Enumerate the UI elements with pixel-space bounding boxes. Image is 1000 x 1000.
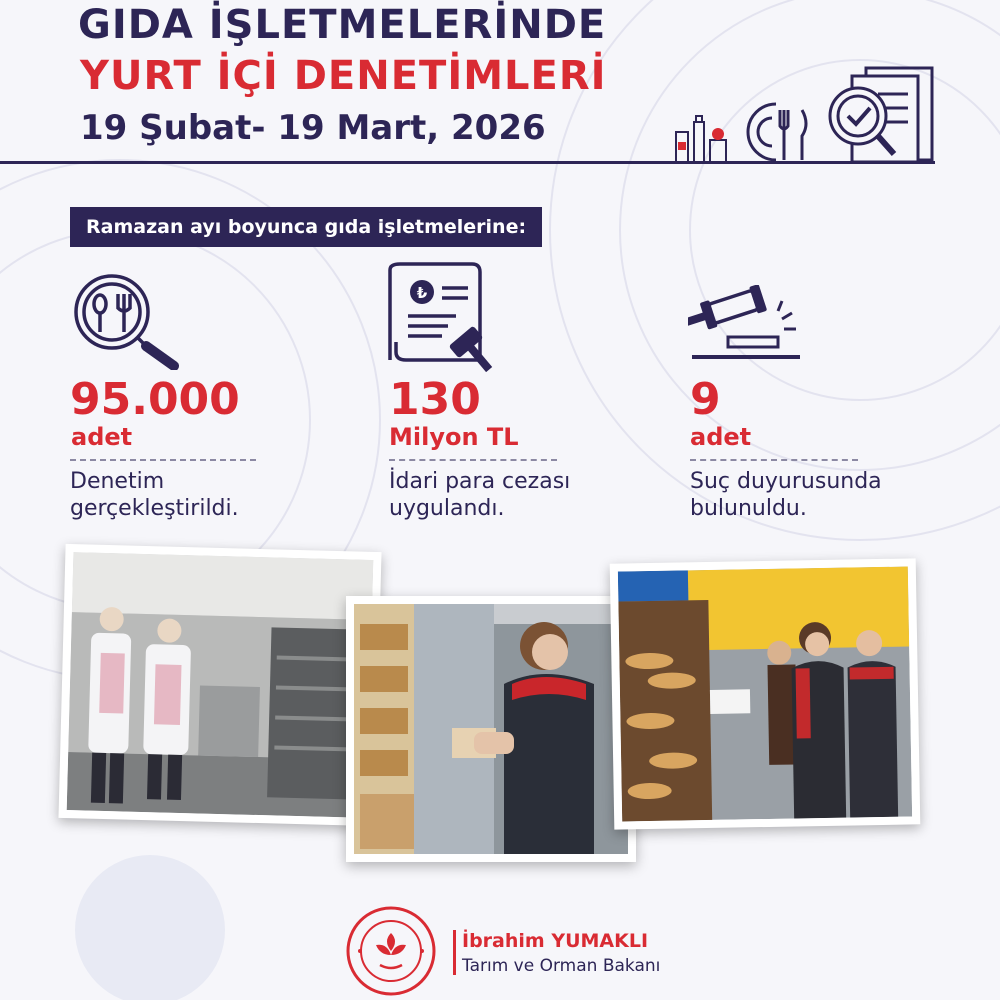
bakery-inspection-photo	[610, 558, 921, 829]
stat-inspections-description: Denetim gerçekleştirildi.	[70, 469, 239, 521]
stat-inspections-unit: adet	[71, 423, 133, 451]
document-check-icon	[822, 64, 937, 164]
stat-reports-description: Suç duyurusunda bulunuldu.	[690, 469, 882, 521]
stat-fines-value: 130	[389, 374, 481, 425]
footer-separator	[453, 930, 456, 975]
stat-reports-value: 9	[690, 374, 721, 425]
minister-name: İbrahim YUMAKLI	[462, 930, 649, 952]
stat-fines-unit: Milyon TL	[389, 423, 519, 451]
stat-reports-unit: adet	[690, 423, 752, 451]
date-range: 19 Şubat- 19 Mart, 2026	[80, 108, 546, 148]
stat-inspections-value: 95.000	[70, 374, 240, 425]
stat-fines-description: İdari para cezası uygulandı.	[389, 469, 571, 521]
stat-divider	[690, 459, 858, 461]
minister-title: Tarım ve Orman Bakanı	[462, 956, 661, 976]
kitchen-inspection-photo	[58, 544, 381, 826]
gavel-icon	[688, 285, 803, 363]
stat-divider	[389, 459, 557, 461]
food-inspection-icon	[70, 270, 180, 370]
title-line-1: GIDA İŞLETMELERİNDE	[78, 2, 607, 48]
stat-divider	[70, 459, 256, 461]
intro-banner: Ramazan ayı boyunca gıda işletmelerine:	[70, 207, 542, 247]
title-line-2: YURT İÇİ DENETİMLERİ	[80, 53, 607, 99]
fine-document-icon	[384, 262, 504, 372]
groceries-icon	[672, 112, 730, 164]
shelf-inspection-photo	[346, 596, 636, 862]
plate-cutlery-icon	[740, 96, 815, 164]
ministry-seal-logo	[340, 905, 442, 997]
svg-text:₺: ₺	[416, 284, 428, 302]
